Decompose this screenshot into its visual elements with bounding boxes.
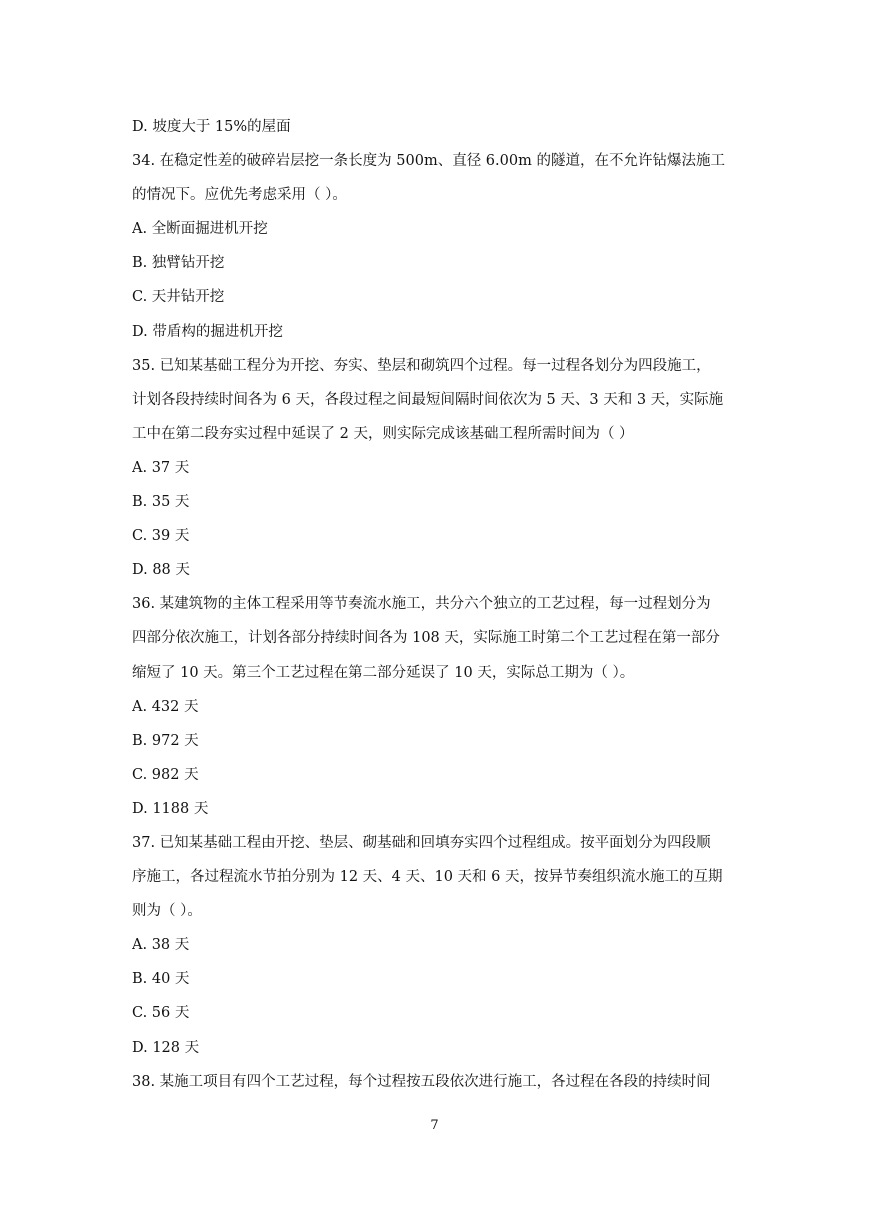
text-line: A. 38 天 [132, 937, 190, 954]
text-line: D. 1188 天 [132, 800, 209, 817]
text-line: 序施工，各过程流水节拍分别为 12 天、4 天、10 天和 6 天，按异节奏组织流水施工的互期 [132, 869, 723, 886]
text-line: 35. 已知某基础工程分为开挖、夯实、垫层和砌筑四个过程。每一过程各划分为四段施工， [132, 357, 711, 374]
text-line: 34. 在稳定性差的破碎岩层挖一条长度为 500m、直径 6.00m 的隧道，在不允许钻爆法施工 [132, 153, 725, 170]
text-line: D. 128 天 [132, 1039, 200, 1056]
text-line: A. 全断面掘进机开挖 [132, 221, 268, 238]
text-line: D. 带盾构的掘进机开挖 [132, 323, 283, 340]
text-line: B. 972 天 [132, 732, 199, 749]
text-line: B. 35 天 [132, 494, 190, 511]
text-line: C. 56 天 [132, 1005, 190, 1022]
text-line: D. 88 天 [132, 562, 190, 579]
text-line: 的情况下。应优先考虑采用（ ）。 [132, 187, 347, 204]
text-line: C. 39 天 [132, 528, 190, 545]
question-text-block [132, 110, 744, 1099]
text-line: 四部分依次施工，计划各部分持续时间各为 108 天，实际施工时第二个工艺过程在第一部分 [132, 630, 720, 647]
text-line: C. 982 天 [132, 766, 199, 783]
text-line: 缩短了 10 天。第三个工艺过程在第二部分延误了 10 天，实际总工期为（ ）。 [132, 664, 635, 681]
text-line: B. 独臂钻开挖 [132, 255, 225, 272]
text-line: B. 40 天 [132, 971, 190, 988]
text-line: 则为（ ）。 [132, 903, 202, 920]
text-line: 36. 某建筑物的主体工程采用等节奏流水施工，共分六个独立的工艺过程，每一过程划分为 [132, 596, 711, 613]
text-line: 计划各段持续时间各为 6 天，各段过程之间最短间隔时间依次为 5 天、3 天和 3 天，实际施 [132, 391, 724, 408]
text-line: C. 天井钻开挖 [132, 289, 225, 306]
text-line: 38. 某施工项目有四个工艺过程，每个过程按五段依次进行施工，各过程在各段的持续时间 [132, 1073, 711, 1090]
page-number: 7 [430, 1118, 439, 1133]
text-line: 工中在第二段夯实过程中延误了 2 天，则实际完成该基础工程所需时间为（ ） [132, 425, 634, 442]
text-line: A. 432 天 [132, 698, 199, 715]
text-line: 37. 已知某基础工程由开挖、垫层、砌基础和回填夯实四个过程组成。按平面划分为四段顺 [132, 834, 711, 851]
text-line: D. 坡度大于 15%的屋面 [132, 119, 291, 135]
text-line: A. 37 天 [132, 459, 190, 476]
